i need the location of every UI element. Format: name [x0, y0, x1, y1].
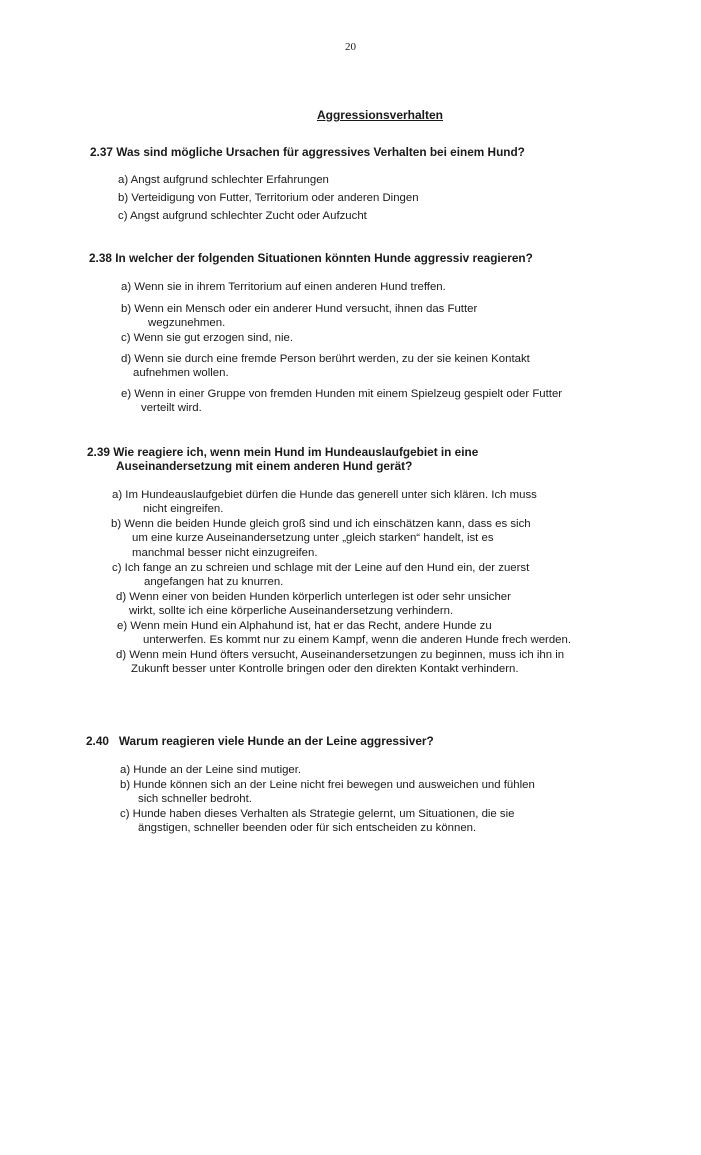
question-2-40 — [86, 734, 434, 748]
answer-line: b) Wenn ein Mensch oder ein anderer Hund versucht, ihnen das Futter — [121, 303, 478, 315]
answer-line: c) Hunde haben dieses Verhalten als Strategie gelernt, um Situationen, die sie — [120, 808, 515, 820]
answer-2-37-b: b) Verteidigung von Futter, Territorium oder anderen Dingen — [118, 192, 419, 204]
answer-2-38-d — [121, 352, 530, 381]
question-line — [87, 445, 478, 459]
answer-2-39-d — [116, 590, 511, 619]
answer-2-39-b — [111, 517, 531, 560]
answer-line: aufnehmen wollen. — [133, 367, 229, 380]
answer-line: b) Hunde können sich an der Leine nicht frei bewegen und ausweichen und fühlen — [120, 779, 535, 791]
answer-2-39-e — [117, 619, 571, 648]
answer-2-39-c — [112, 561, 529, 590]
answer-line: nicht eingreifen. — [143, 503, 224, 516]
answer-2-40-a: a) Hunde an der Leine sind mutiger. — [120, 764, 302, 776]
answer-line: wegzunehmen. — [148, 317, 226, 330]
answer-line: e) Wenn in einer Gruppe von fremden Hunden mit einem Spielzeug gespielt oder Futter — [121, 388, 563, 400]
answer-line: a) Im Hundeauslaufgebiet dürfen die Hunde das generell unter sich klären. Ich muss — [112, 489, 537, 501]
answer-2-37-a: a) Angst aufgrund schlechter Erfahrungen — [118, 174, 329, 186]
question-line: Auseinandersetzung mit einem anderen Hund gerät? — [116, 459, 413, 474]
answer-line: d) Wenn sie durch eine fremde Person berührt werden, zu der sie keinen Kontakt — [121, 353, 530, 365]
answer-line: angefangen hat zu knurren. — [144, 576, 284, 589]
answer-2-37-c: c) Angst aufgrund schlechter Zucht oder Aufzucht — [118, 210, 367, 222]
answer-line: d) Wenn einer von beiden Hunden körperlich unterlegen ist oder sehr unsicher — [116, 591, 511, 603]
answer-2-39-a — [112, 488, 537, 517]
answer-2-38-b — [121, 302, 477, 331]
answer-line: verteilt wird. — [141, 402, 202, 415]
section-title: Aggressionsverhalten — [316, 108, 444, 122]
question-text: Was sind mögliche Ursachen für aggressives Verhalten bei einem Hund? — [116, 145, 525, 159]
question-number: 2.37 — [90, 145, 113, 159]
question-text: Wie reagiere ich, wenn mein Hund im Hundeauslaufgebiet in eine — [113, 445, 479, 459]
question-number: 2.38 — [89, 251, 112, 265]
answer-line: wirkt, sollte ich eine körperliche Auseinandersetzung verhindern. — [129, 605, 454, 618]
answer-2-38-e — [121, 387, 562, 416]
answer-line: Zukunft besser unter Kontrolle bringen oder den direkten Kontakt verhindern. — [131, 663, 519, 676]
answer-line: manchmal besser nicht einzugreifen. — [132, 546, 318, 559]
question-text: Warum reagieren viele Hunde an der Leine aggressiver? — [118, 734, 434, 748]
answer-2-38-a: a) Wenn sie in ihrem Territorium auf einen anderen Hund treffen. — [121, 281, 446, 293]
question-text: In welcher der folgenden Situationen könnten Hunde aggressiv reagieren? — [115, 251, 533, 265]
answer-2-40-b — [120, 778, 535, 807]
answer-2-39-d2 — [116, 648, 564, 677]
question-2-39 — [87, 445, 478, 474]
answer-line: e) Wenn mein Hund ein Alphahund ist, hat er das Recht, andere Hunde zu — [117, 620, 492, 632]
question-2-37 — [90, 145, 525, 159]
answer-2-40-c — [120, 807, 515, 836]
answer-line: d) Wenn mein Hund öfters versucht, Auseinandersetzungen zu beginnen, muss ich ihn in — [116, 649, 565, 661]
answer-line: ängstigen, schneller beenden oder für sich entscheiden zu können. — [138, 822, 477, 835]
question-number: 2.40 — [86, 734, 109, 748]
page-number: 20 — [345, 41, 356, 53]
question-2-38 — [89, 251, 533, 265]
answer-line: c) Ich fange an zu schreien und schlage mit der Leine auf den Hund ein, der zuerst — [112, 562, 530, 574]
answer-line: unterwerfen. Es kommt nur zu einem Kampf, wenn die anderen Hunde frech werden. — [143, 634, 572, 647]
answer-line: b) Wenn die beiden Hunde gleich groß sind und ich einschätzen kann, dass es sich — [111, 518, 531, 530]
answer-line: um eine kurze Auseinandersetzung unter „gleich starken“ handelt, ist es — [132, 532, 494, 545]
answer-line: sich schneller bedroht. — [138, 793, 252, 806]
question-number: 2.39 — [87, 445, 110, 459]
answer-2-38-c: c) Wenn sie gut erzogen sind, nie. — [121, 332, 294, 344]
